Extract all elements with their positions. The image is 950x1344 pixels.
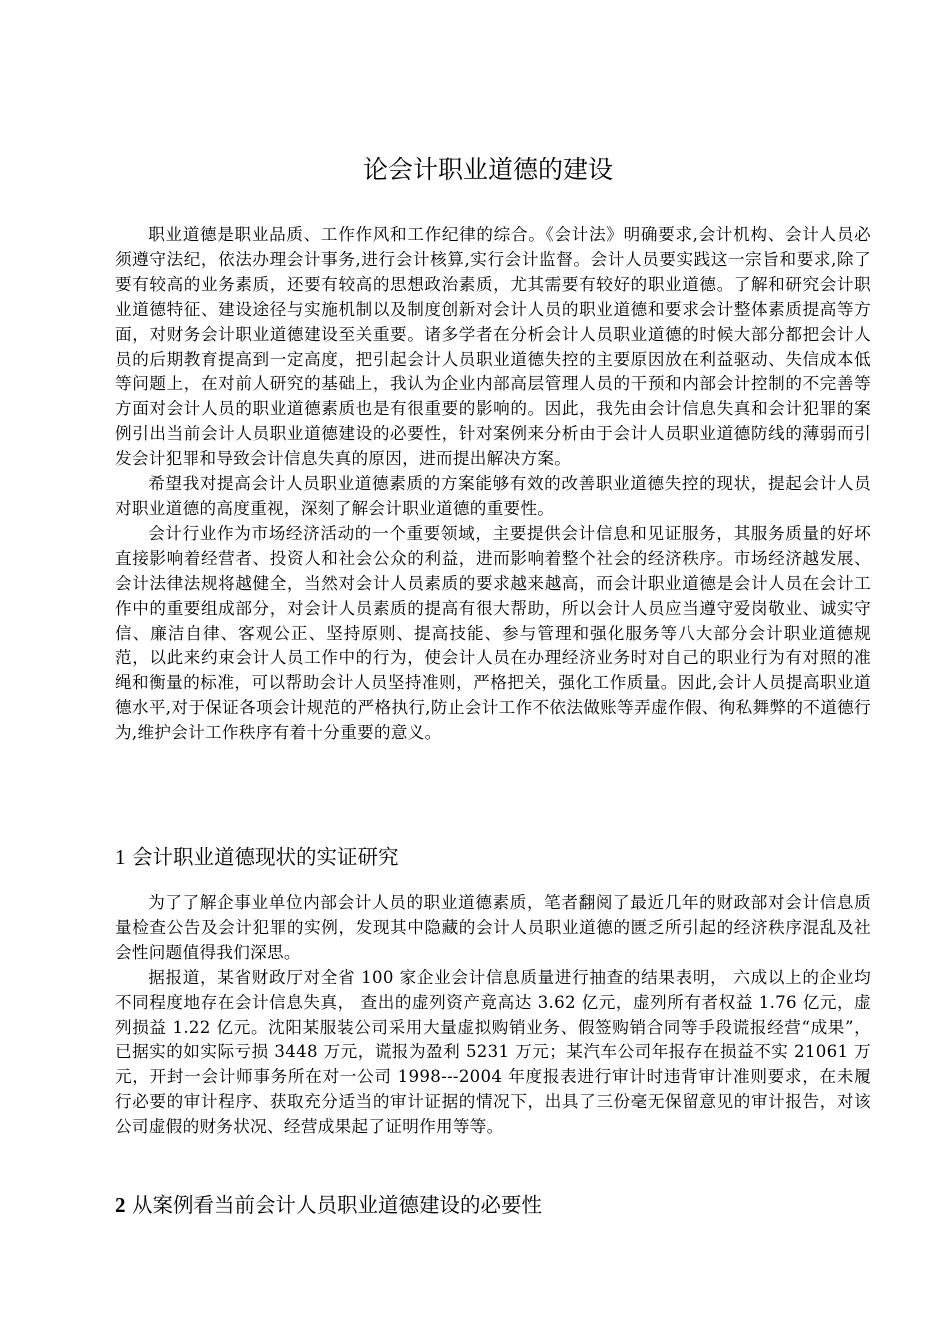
section-1-title: 会计职业道德现状的实证研究 (132, 845, 399, 869)
intro-paragraph-1: 职业道德是职业品质、工作作风和工作纪律的综合。《会计法》明确要求,会计机构、会计人员必须遵守法纪，依法办理会计事务,进行会计核算,实行会计监督。会计人员要实践这一宗旨和要求,除了要有较高的业务素质，还要有较高的思想政治素质，尤其需要有较好的职业道德。了解和研究会计职业道德特征、建设途径与实施机制以及制度创新对会计人员的职业道德和要求会计整体素质提高等方面，对财务会计职业道德建设至关重要。诸多学者在分析会计人员职业道德的时候大部分都把会计人员的后期教育提高到一定高度，把引起会计人员职业道德失控的主要原因放在利益驱动、失信成本低等问题上，在对前人研究的基础上，我认为企业内部高层管理人员的干预和内部会计控制的不完善等方面对会计人员的职业道德素质也是有很重要的影响的。因此，我先由会计信息失真和会计犯罪的案例引出当前会计人员职业道德建设的必要性，针对案例来分析由于会计人员职业道德防线的薄弱而引发会计犯罪和导致会计信息失真的原因，进而提出解决方案。 (115, 225, 871, 469)
page-title: 论会计职业道德的建设 (362, 155, 613, 184)
intro-paragraph-2: 希望我对提高会计人员职业道德素质的方案能够有效的改善职业道德失控的现状，提起会计人员对职业道德的高度重视，深刻了解会计职业道德的重要性。 (115, 474, 871, 518)
intro-paragraph-3: 会计行业作为市场经济活动的一个重要领域，主要提供会计信息和见证服务，其服务质量的好坏直接影响着经营者、投资人和社会公众的利益，进而影响着整个社会的经济秩序。市场经济越发展、会计法律法规将越健全，当然对会计人员素质的要求越来越高，而会计职业道德是会计人员在会计工作中的重要组成部分，对会计人员素质的提高有很大帮助，所以会计人员应当遵守爱岗敬业、诚实守信、廉洁自律、客观公正、坚持原则、提高技能、参与管理和强化服务等八大部分会计职业道德规范，以此来约束会计人员工作中的行为，使会计人员在办理经济业务时对自己的职业行为有对照的准绳和衡量的标准，可以帮助会计人员坚持准则，严格把关，强化工作质量。因此,会计人员提高职业道德水平,对于保证各项会计规范的严格执行,防止会计工作不依法做账等弄虚作假、徇私舞弊的不道德行为,维护会计工作秩序有着十分重要的意义。 (115, 523, 871, 743)
intro-section (115, 223, 871, 746)
section-1-paragraph-1: 为了了解企事业单位内部会计人员的职业道德素质，笔者翻阅了最近几年的财政部对会计信息质量检查公告及会计犯罪的实例，发现其中隐藏的会计人员职业道德的匮乏所引起的经济秩序混乱及社会性问题值得我们深思。 (115, 893, 871, 962)
section-1-paragraph-2: 据报道，某省财政厅对全省 100 家企业会计信息质量进行抽查的结果表明， 六成以上的企业均不同程度地存在会计信息失真， 查出的虚列资产竟高达 3.62 亿元，虚列所有者权益 1.76 亿元，虚列损益 1.22 亿元。沈阳某服装公司采用大量虚拟购销业务、假签购销合同等手段谎报经营“成果”，已据实的如实际亏损 3448 万元，谎报为盈利 5231 万元；某汽车公司年报存在损益不实 21061 万元，开封一会计师事务所在对一公司 1998---2004 年度报表进行审计时违背审计准则要求，在未履行必要的审计程序、获取充分适当的审计证据的情况下，出具了三份毫无保留意见的审计报告，对该公司虚假的财务状况、经营成果起了证明作用等等。 (115, 967, 871, 1137)
section-2-heading (115, 1190, 542, 1220)
section-2-number: 2 (115, 1193, 126, 1217)
section-1-number: 1 (115, 845, 126, 869)
section-1-heading (115, 842, 399, 872)
section-2-title: 从案例看当前会计人员职业道德建设的必要性 (132, 1193, 543, 1217)
section-1-body (115, 891, 871, 1140)
